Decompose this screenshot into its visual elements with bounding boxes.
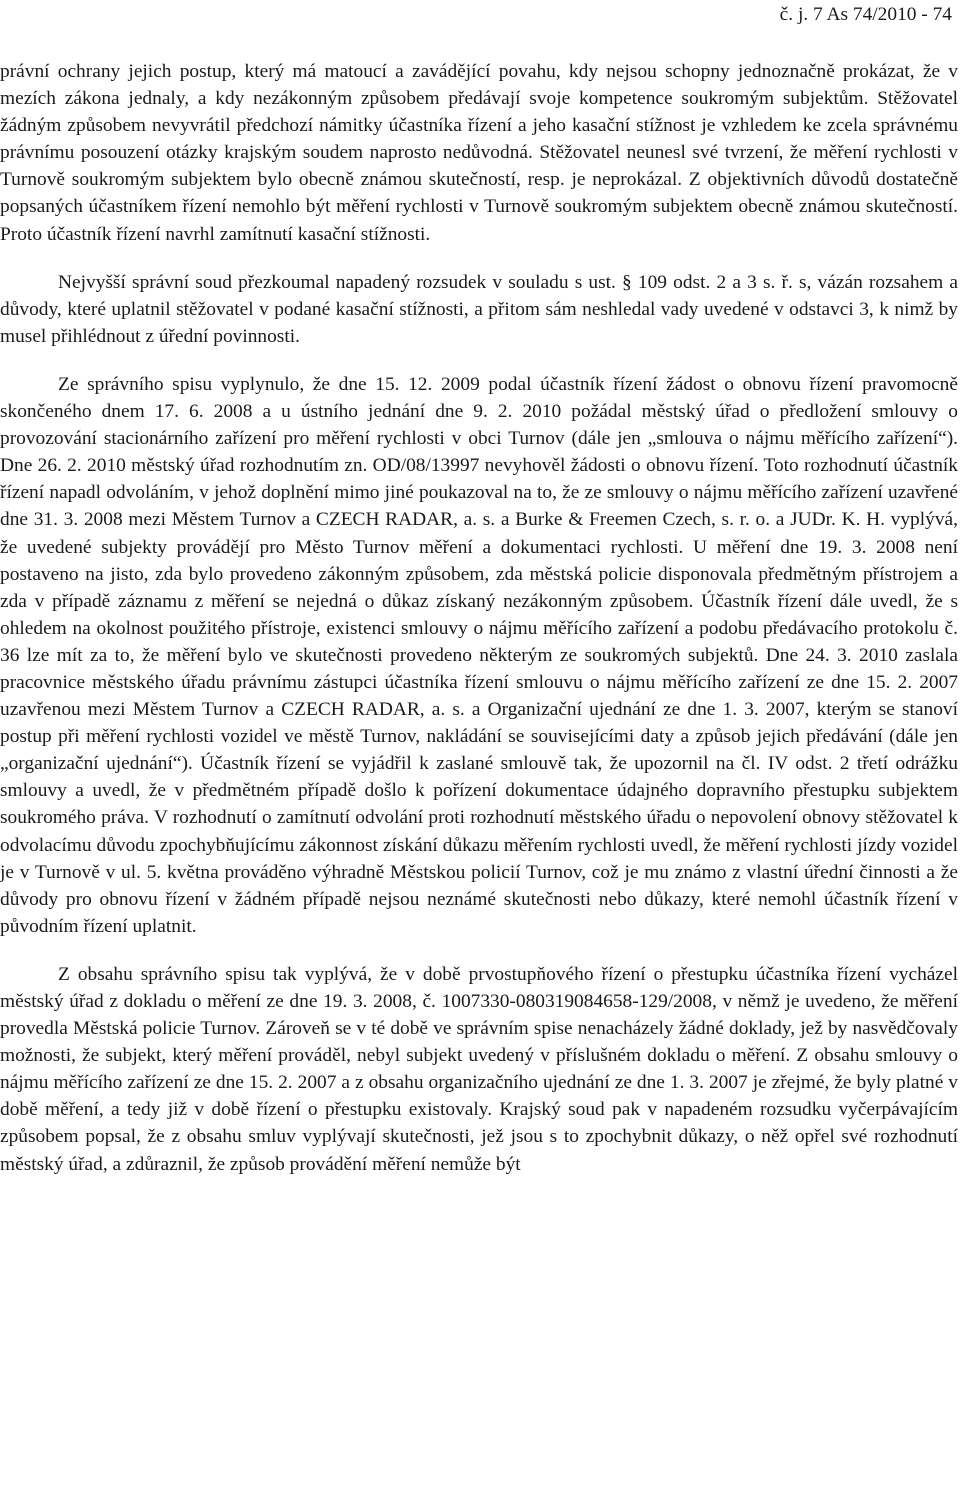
paragraph-1: právní ochrany jejich postup, který má matoucí a zavádějící povahu, kdy nejsou schopny jednoznačně prokázat, že v mezích zákona jednaly, a kdy nezákonným způsobem předávají svoje kompetence soukromým subjektům. Stěžovatel žádným způsobem nevyvrátil předchozí námitky účastníka řízení a jeho kasační stížnost je vzhledem ke zcela správnému právnímu posouzení otázky krajským soudem naprosto nedůvodná. Stěžovatel neunesl své tvrzení, že měření rychlosti v Turnově soukromým subjektem bylo obecně známou skutečností, resp. je neprokázal. Z objektivních důvodů dostatečně popsaných účastníkem řízení nemohlo být měření rychlosti v Turnově soukromým subjektem obecně známou skutečností. Proto účastník řízení navrhl zamítnutí kasační stížnosti. — [0, 61, 958, 245]
paragraph-3: Ze správního spisu vyplynulo, že dne 15. 12. 2009 podal účastník řízení žádost o obnovu řízení pravomocně skončeného dnem 17. 6. 2008 a u ústního jednání dne 9. 2. 2010 požádal městský úřad o předložení smlouvy o provozování stacionárního zařízení pro měření rychlosti v obci Turnov (dále jen „smlouva o nájmu měřícího zařízení“). Dne 26. 2. 2010 městský úřad rozhodnutím zn. OD/08/13997 nevyhověl žádosti o obnovu řízení. Toto rozhodnutí účastník řízení napadl odvoláním, v jehož doplnění mimo jiné poukazoval na to, že ze smlouvy o nájmu měřícího zařízení uzavřené dne 31. 3. 2008 mezi Městem Turnov a CZECH RADAR, a. s. a Burke & Freemen Czech, s. r. o. a JUDr. K. H. vyplývá, že uvedené subjekty provádějí pro Město Turnov měření a dokumentaci rychlosti. U měření dne 19. 3. 2008 není postaveno na jisto, zda bylo provedeno zákonným způsobem, zda městská policie disponovala předmětným přístrojem a zda v případě záznamu z měření se nejedná o důkaz získaný nezákonným způsobem. Účastník řízení dále uvedl, že s ohledem na okolnost použitého přístroje, existenci smlouvy o nájmu měřícího zařízení a podobu předávacího protokolu č. 36 lze mít za to, že měření bylo ve skutečnosti provedeno některým ze soukromých subjektů. Dne 24. 3. 2010 zaslala pracovnice městského úřadu právnímu zástupci účastníka řízení smlouvu o nájmu měřícího zařízení ze dne 15. 2. 2007 uzavřenou mezi Městem Turnov a CZECH RADAR, a. s. a Organizační ujednání ze dne 1. 3. 2007, kterým se stanoví postup při měření rychlosti vozidel ve městě Turnov, nakládání se souvisejícími daty a způsob jejich předávání (dále jen „organizační ujednání“). Účastník řízení se vyjádřil k zaslané smlouvě tak, že upozornil na čl. IV odst. 2 třetí odrážku smlouvy a uvedl, že v předmětném případě došlo k pořízení dokumentace údajného dopravního přestupku subjektem soukromého práva. V rozhodnutí o zamítnutí odvolání proti rozhodnutí městského úřadu o nepovolení obnovy stěžovatel k odvolacímu důvodu zpochybňujícímu zákonnost získání důkazu měřením rychlosti uvedl, že měření rychlosti jízdy vozidel je v Turnově v ul. 5. května prováděno výhradně Městskou policií Turnov, což je mu známo z vlastní úřední činnosti a že důvody pro obnovu řízení v žádném případě nejsou neznámé skutečnosti nebo důkazy, které nemohl účastník řízení v původním řízení uplatnit. — [0, 373, 958, 937]
paragraph-2: Nejvyšší správní soud přezkoumal napadený rozsudek v souladu s ust. § 109 odst. 2 a 3 s. ř. s, vázán rozsahem a důvody, které uplatnil stěžovatel v podané kasační stížnosti, a přitom sám neshledal vady uvedené v odstavci 3, k nimž by musel přihlédnout z úřední povinnosti. — [0, 271, 958, 347]
case-number: č. j. 7 As 74/2010 - 74 — [779, 4, 952, 25]
paragraph-4: Z obsahu správního spisu tak vyplývá, že v době prvostupňového řízení o přestupku účastníka řízení vycházel městský úřad z dokladu o měření ze dne 19. 3. 2008, č. 1007330-080319084658-129/2008, v němž je uvedeno, že měření provedla Městská policie Turnov. Zároveň se v té době ve správním spise nenacházely žádné doklady, jež by nasvědčovaly možnosti, že subjekt, který měření prováděl, nebyl subjekt uvedený v příslušném dokladu o měření. Z obsahu smlouvy o nájmu měřícího zařízení ze dne 15. 2. 2007 a z obsahu organizačního ujednání ze dne 1. 3. 2007 je zřejmé, že byly platné v době měření, a tedy již v době řízení o přestupku existovaly. Krajský soud pak v napadeném rozsudku vyčerpávajícím způsobem popsal, že z obsahu smluv vyplývají skutečnosti, jež jsou s to zpochybnit důkazy, o něž opřel své rozhodnutí městský úřad, a zdůraznil, že způsob provádění měření nemůže být — [0, 963, 958, 1175]
